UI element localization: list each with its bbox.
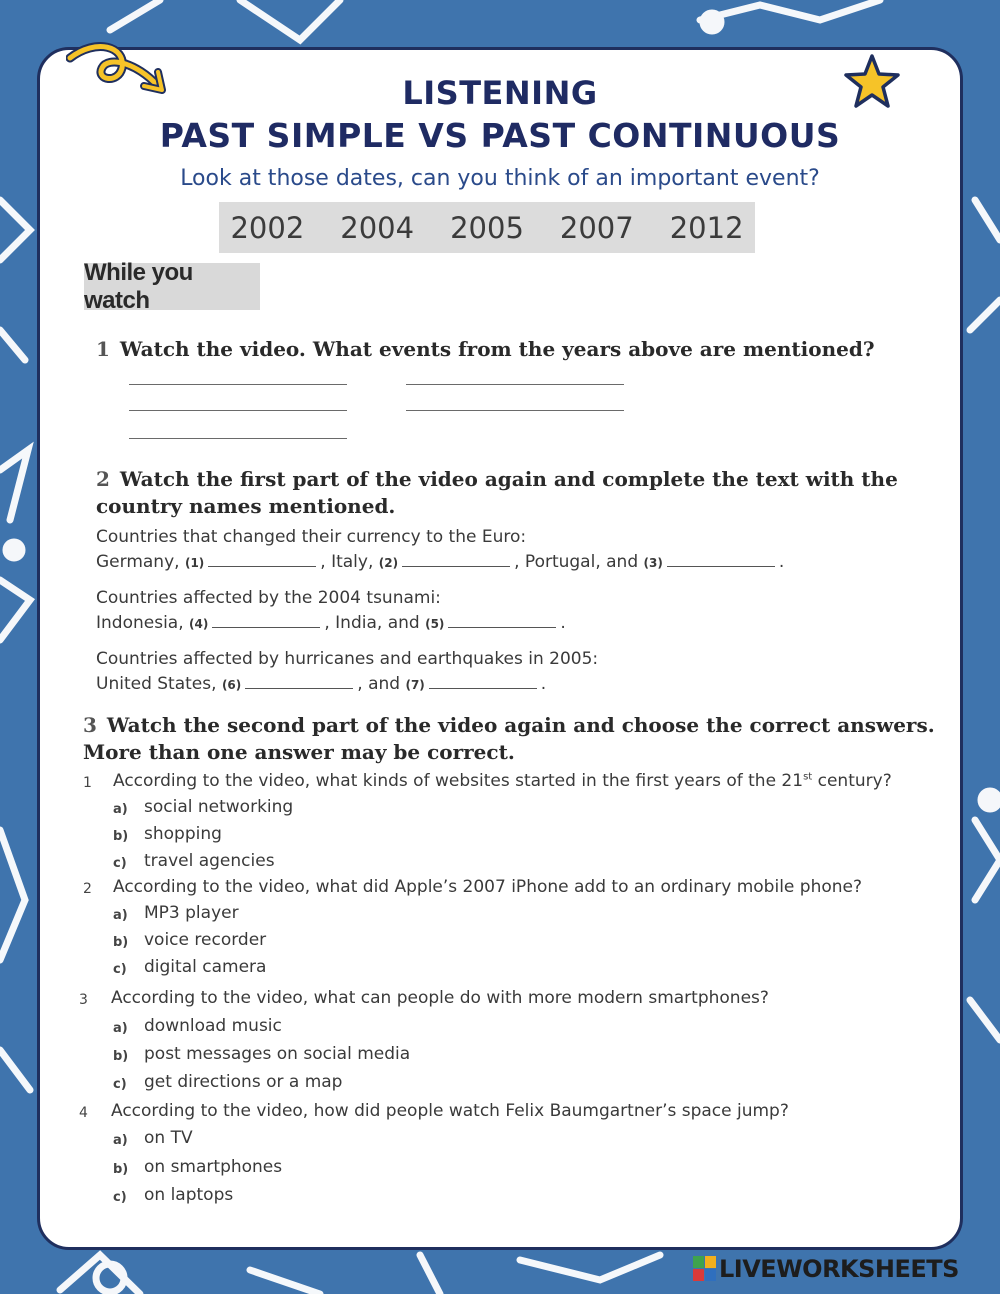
- question-number: 4: [79, 1105, 88, 1121]
- option-choice[interactable]: voice recorder: [144, 930, 267, 950]
- sentence-end: .: [778, 552, 785, 572]
- option-choice[interactable]: get directions or a map: [144, 1072, 343, 1092]
- option-choice[interactable]: social networking: [144, 797, 294, 817]
- year-item: 2012: [669, 210, 744, 245]
- option-choice[interactable]: MP3 player: [144, 903, 239, 923]
- year-item: 2005: [450, 210, 524, 245]
- answer-line[interactable]: [406, 410, 624, 411]
- group3-sentence: [96, 674, 546, 694]
- question-text-part: century?: [812, 771, 892, 791]
- section-label: While you watch: [84, 263, 260, 310]
- answer-line[interactable]: [129, 438, 347, 439]
- group1-sentence: [96, 552, 784, 572]
- option-choice[interactable]: digital camera: [144, 957, 267, 977]
- liveworksheets-logo[interactable]: [693, 1254, 959, 1284]
- option-letter: b): [113, 935, 129, 950]
- exercise1-number: 1: [96, 337, 110, 361]
- exercise1-heading: [96, 336, 875, 363]
- option-letter: a): [113, 908, 128, 923]
- question-text: According to the video, what did Apple’s 2007 iPhone add to an ordinary mobile phone?: [113, 877, 863, 897]
- blank-marker: (5): [425, 617, 445, 631]
- exercise2-number: 2: [96, 467, 110, 491]
- blank-marker: (1): [184, 556, 205, 570]
- blank-4-input[interactable]: [212, 613, 320, 628]
- exercise3-instruction-line1: Watch the second part of the video again and choose the correct answers.: [106, 713, 935, 737]
- exercise3-heading: [83, 712, 935, 766]
- option-letter: c): [113, 856, 127, 871]
- answer-line[interactable]: [129, 384, 347, 385]
- sentence-text: , Portugal, and: [514, 552, 639, 572]
- group2-intro: Countries affected by the 2004 tsunami:: [96, 588, 441, 608]
- title-listening: LISTENING: [402, 74, 598, 112]
- answer-line[interactable]: [129, 410, 347, 411]
- option-choice[interactable]: on laptops: [144, 1185, 234, 1205]
- title-topic: PAST SIMPLE VS PAST CONTINUOUS: [159, 116, 841, 155]
- sentence-text: Indonesia,: [96, 613, 184, 633]
- group2-sentence: [96, 613, 566, 633]
- sentence-end: .: [540, 674, 547, 694]
- group1-intro: Countries that changed their currency to the Euro:: [96, 527, 527, 547]
- exercise2-instruction-line1: Watch the first part of the video again and complete the text with the: [119, 467, 898, 491]
- sentence-text: United States,: [96, 674, 217, 694]
- blank-marker: (7): [405, 678, 425, 692]
- liveworksheets-logo-icon: [693, 1256, 717, 1282]
- subtitle: Look at those dates, can you think of an important event?: [180, 166, 820, 191]
- option-letter: a): [113, 1133, 128, 1148]
- option-choice[interactable]: shopping: [144, 824, 222, 844]
- blank-1-input[interactable]: [208, 552, 316, 567]
- blank-7-input[interactable]: [429, 674, 537, 689]
- year-item: 2004: [340, 210, 415, 245]
- question-number: 3: [79, 992, 88, 1008]
- option-letter: c): [113, 962, 127, 977]
- exercise3-instruction-line2: More than one answer may be correct.: [83, 740, 515, 764]
- blank-marker: (3): [643, 556, 663, 570]
- blank-marker: (4): [189, 617, 209, 631]
- years-box: [219, 202, 755, 253]
- blank-6-input[interactable]: [245, 674, 353, 689]
- option-choice[interactable]: download music: [144, 1016, 282, 1036]
- option-letter: b): [113, 1162, 129, 1177]
- option-letter: b): [113, 829, 129, 844]
- sentence-end: .: [560, 613, 566, 633]
- blank-3-input[interactable]: [667, 552, 775, 567]
- option-letter: a): [113, 1021, 128, 1036]
- question-text: According to the video, what can people do with more modern smartphones?: [111, 988, 769, 1008]
- option-letter: c): [113, 1077, 127, 1092]
- year-item: 2007: [559, 210, 634, 245]
- answer-line[interactable]: [406, 384, 624, 385]
- exercise2-instruction-line2: country names mentioned.: [96, 494, 396, 518]
- option-letter: b): [113, 1049, 129, 1064]
- option-letter: c): [113, 1190, 127, 1205]
- question-number: 2: [83, 881, 92, 897]
- option-choice[interactable]: on smartphones: [144, 1157, 283, 1177]
- sentence-text: , Italy,: [320, 552, 374, 572]
- option-choice[interactable]: on TV: [144, 1128, 193, 1148]
- group3-intro: Countries affected by hurricanes and earthquakes in 2005:: [96, 649, 599, 669]
- option-choice[interactable]: travel agencies: [144, 851, 275, 871]
- sentence-text: , India, and: [324, 613, 420, 633]
- blank-marker: (2): [378, 556, 399, 570]
- question-number: 1: [83, 775, 92, 791]
- question-text-part: According to the video, what kinds of websites started in the first years of the 21: [113, 771, 804, 791]
- year-item: 2002: [230, 210, 305, 245]
- superscript: st: [803, 771, 813, 783]
- option-letter: a): [113, 802, 128, 817]
- option-choice[interactable]: post messages on social media: [144, 1044, 411, 1064]
- question-text: [113, 771, 892, 791]
- sentence-text: Germany,: [96, 552, 180, 572]
- exercise1-instruction: Watch the video. What events from the years above are mentioned?: [119, 337, 875, 361]
- blank-2-input[interactable]: [402, 552, 510, 567]
- blank-marker: (6): [221, 678, 242, 692]
- exercise3-number: 3: [83, 713, 97, 737]
- exercise2-heading: [96, 466, 898, 520]
- sentence-text: , and: [357, 674, 401, 694]
- logo-text: LIVEWORKSHEETS: [719, 1255, 959, 1283]
- blank-5-input[interactable]: [448, 613, 556, 628]
- question-text: According to the video, how did people watch Felix Baumgartner’s space jump?: [111, 1101, 789, 1121]
